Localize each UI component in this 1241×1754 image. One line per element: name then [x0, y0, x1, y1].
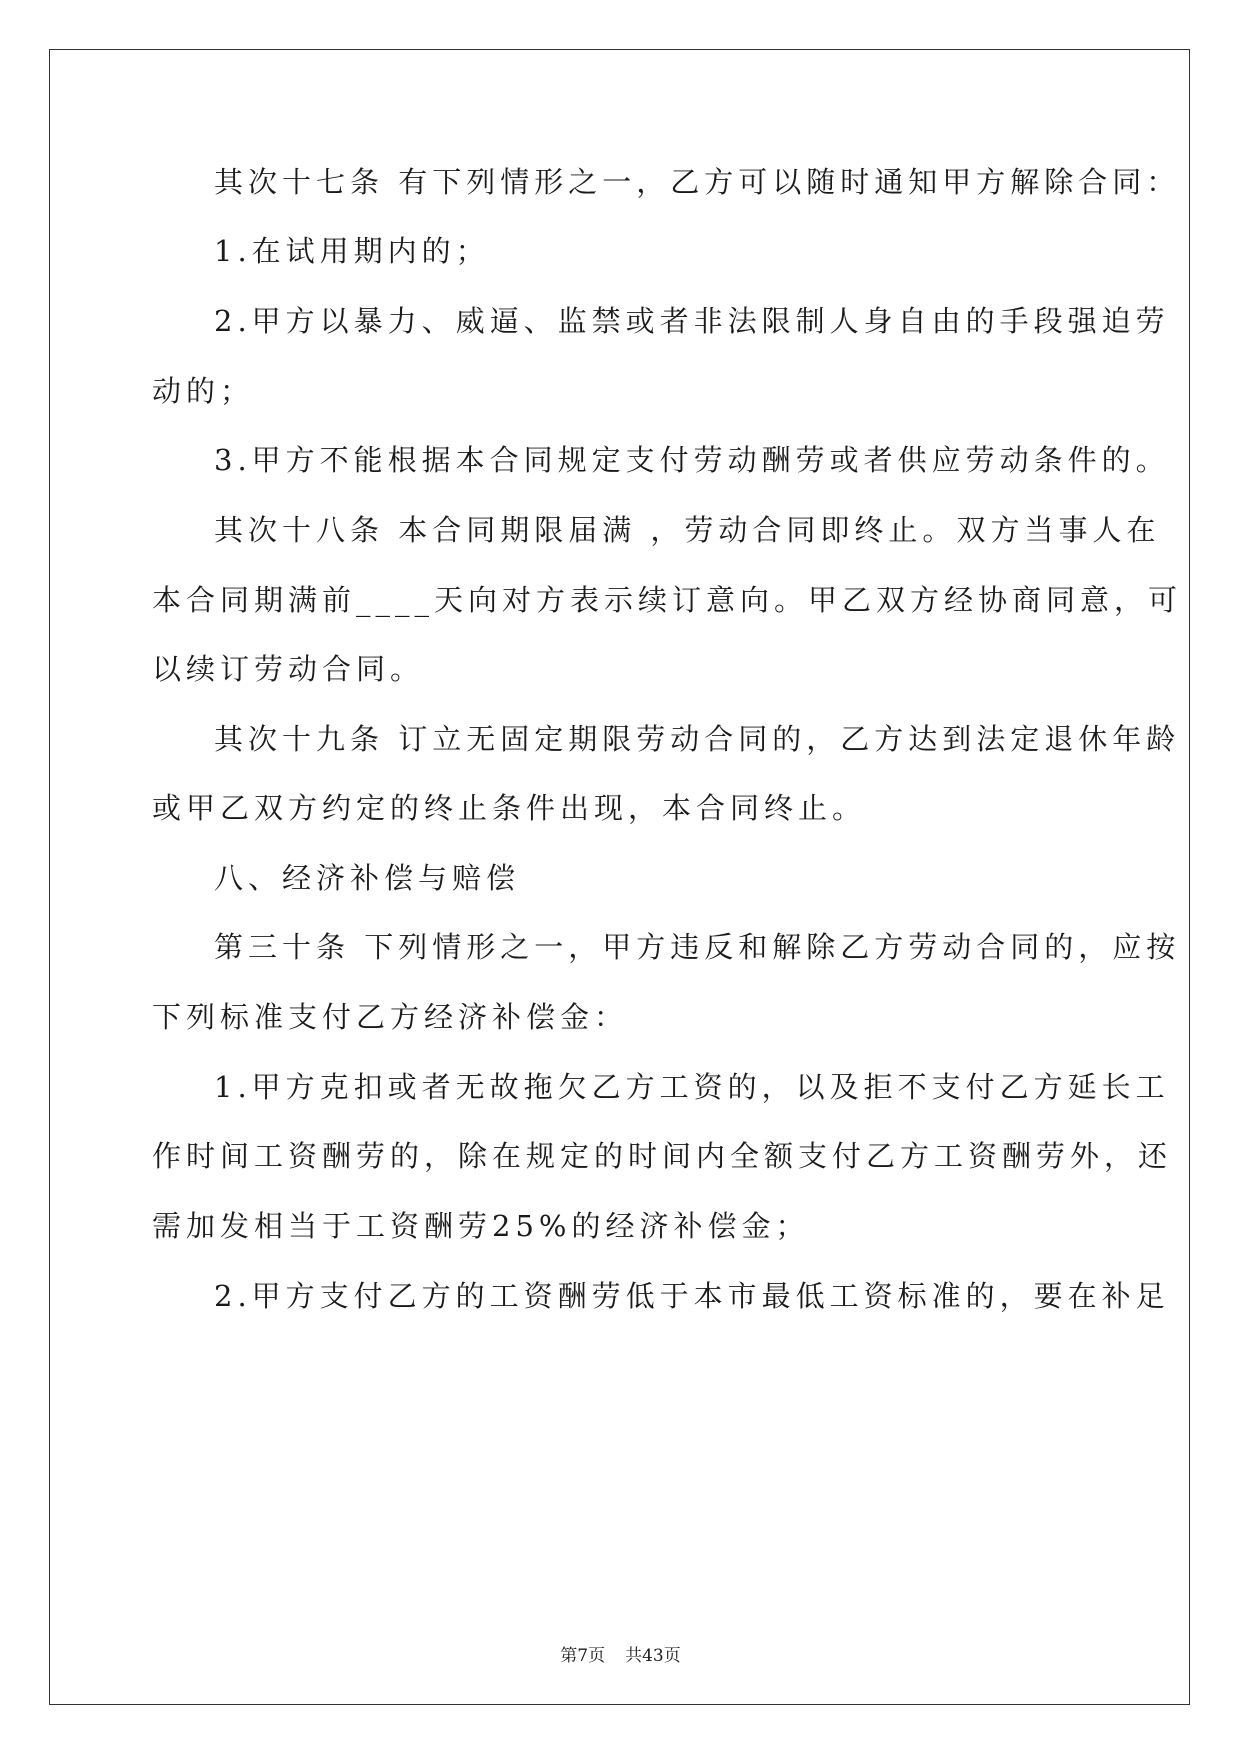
page-total: 共43页 — [625, 1646, 681, 1666]
paragraph-line: 作时间工资酬劳的，除在规定的时间内全额支付乙方工资酬劳外，还 — [152, 1139, 1173, 1173]
paragraph-line: 2.甲方以暴力、威逼、监禁或者非法限制人身自由的手段强迫劳 — [214, 304, 1170, 338]
paragraph-line: 下列标准支付乙方经济补偿金： — [152, 1000, 629, 1034]
paragraph-line: 动的； — [152, 374, 255, 408]
paragraph-line: 2.甲方支付乙方的工资酬劳低于本市最低工资标准的，要在补足 — [214, 1279, 1170, 1313]
paragraph-line: 或甲乙双方约定的终止条件出现，本合同终止。 — [152, 791, 867, 825]
paragraph-line: 需加发相当于工资酬劳25%的经济补偿金； — [152, 1209, 810, 1243]
paragraph-line: 其次十九条 订立无固定期限劳动合同的，乙方达到法定退休年龄 — [214, 722, 1181, 756]
paragraph-line: 3.甲方不能根据本合同规定支付劳动酬劳或者供应劳动条件的。 — [214, 443, 1170, 477]
page-number: 第7页 — [560, 1646, 606, 1666]
paragraph-line: 其次十七条 有下列情形之一，乙方可以随时通知甲方解除合同： — [214, 165, 1181, 199]
paragraph-line: 1.在试用期内的； — [214, 234, 490, 268]
paragraph-line: 以续订劳动合同。 — [152, 652, 425, 686]
paragraph-line: 其次十八条 本合同期限届满 ，劳动合同即终止。双方当事人在 — [214, 513, 1161, 547]
page-footer — [0, 1641, 1241, 1666]
section-heading: 八、经济补偿与赔偿 — [214, 861, 521, 895]
paragraph-line: 本合同期满前____天向对方表示续订意向。甲乙双方经协商同意，可 — [152, 583, 1183, 617]
paragraph-line: 1.甲方克扣或者无故拖欠乙方工资的，以及拒不支付乙方延长工 — [214, 1070, 1170, 1104]
paragraph-line: 第三十条 下列情形之一，甲方违反和解除乙方劳动合同的，应按 — [214, 930, 1181, 964]
